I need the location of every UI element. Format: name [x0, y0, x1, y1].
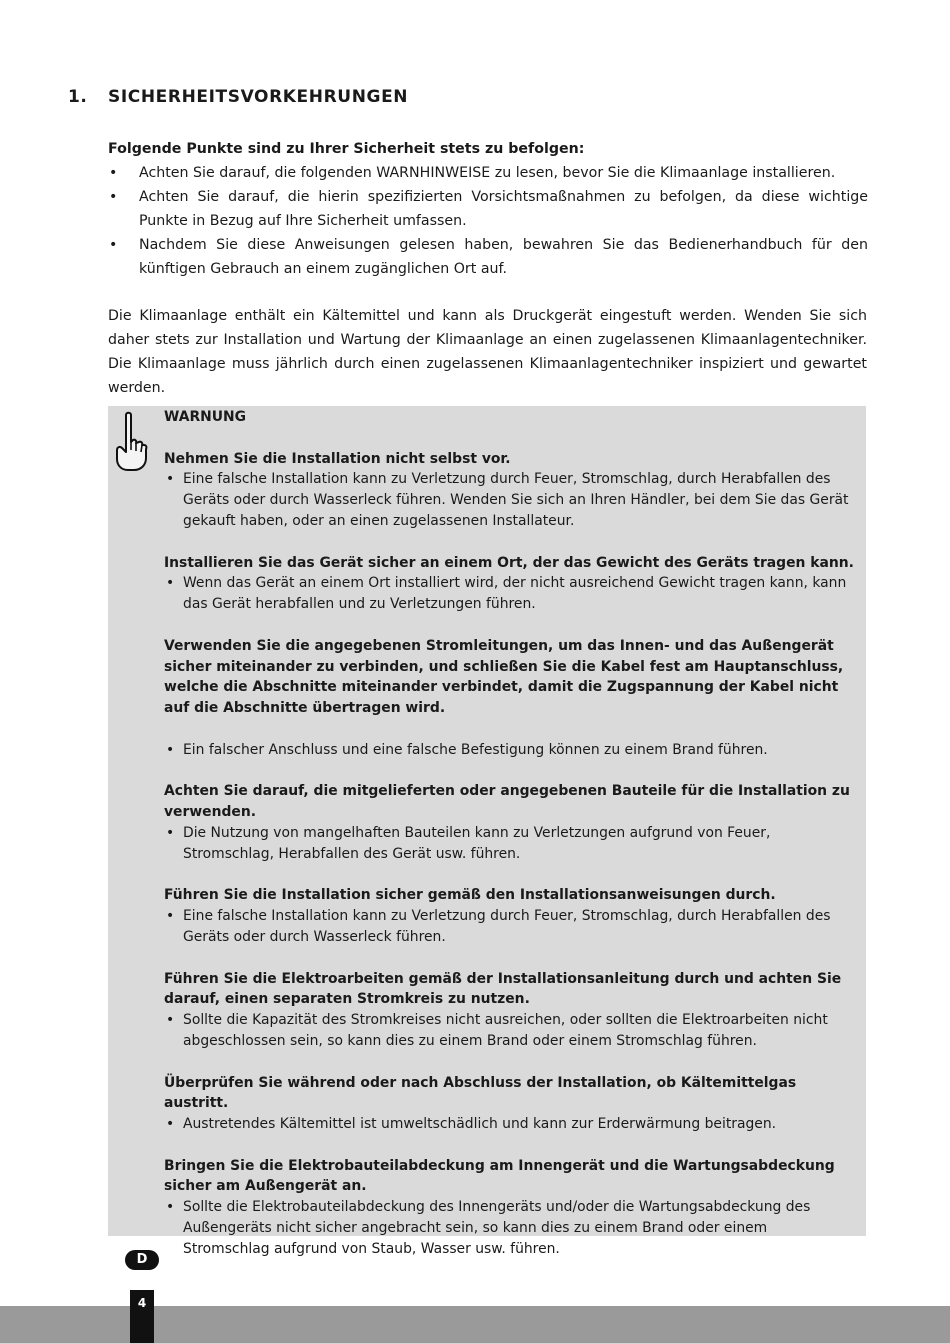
intro-lead: Folgende Punkte sind zu Ihrer Sicherheit stets zu befolgen: [108, 141, 585, 157]
warning-heading: Bringen Sie die Elektrobauteilabdeckung am Innengerät und die Wartungsabdeckung sicher am Außengerät an. [164, 1157, 835, 1195]
warning-content [164, 407, 858, 1280]
warning-heading: Nehmen Sie die Installation nicht selbst vor. [164, 450, 511, 467]
warning-block [164, 1156, 858, 1260]
pointing-hand-icon [112, 410, 150, 472]
section-number: 1. [68, 87, 88, 107]
warning-title: WARNUNG [164, 409, 247, 425]
list-item: • Nachdem Sie diese Anweisungen gelesen haben, bewahren Sie das Bedienerhandbuch für den künftigen Gebrauch an einem zugänglichen Ort auf. [108, 233, 868, 281]
warning-block [164, 553, 858, 615]
section-title [68, 87, 408, 107]
warning-heading: Achten Sie darauf, die mitgelieferten oder angegebenen Bauteile für die Installation zu verwenden. [164, 783, 850, 821]
warning-heading: Führen Sie die Elektroarbeiten gemäß der Installationsanleitung durch und achten Sie darauf, einen separaten Stromkreis zu nutzen. [164, 970, 842, 1008]
warning-heading: Überprüfen Sie während oder nach Abschluss der Installation, ob Kältemittelgas austritt. [164, 1074, 797, 1112]
warning-block [164, 969, 858, 1052]
warning-block [164, 781, 858, 864]
list-item: • Achten Sie darauf, die hierin spezifizierten Vorsichtsmaßnahmen zu befolgen, da diese wichtige Punkte in Bezug auf Ihre Sicherheit umfassen. [108, 185, 868, 233]
language-badge: D [125, 1250, 159, 1270]
warning-bullet: • Wenn das Gerät an einem Ort installiert wird, der nicht ausreichend Gewicht tragen kann, kann das Gerät herabfallen und zu Verletzungen führen. [164, 573, 858, 615]
warning-box [108, 406, 866, 1257]
list-item: • Achten Sie darauf, die folgenden WARNHINWEISE zu lesen, bevor Sie die Klimaanlage installieren. [108, 161, 868, 185]
intro [108, 137, 868, 281]
warning-block [164, 636, 858, 761]
intro-bullets [108, 161, 868, 281]
warning-heading: Führen Sie die Installation sicher gemäß den Installationsanweisungen durch. [164, 887, 776, 904]
page-number: 4 [130, 1290, 154, 1343]
warning-bullet: • Sollte die Elektrobauteilabdeckung des Innengeräts und/oder die Wartungsabdeckung des Außengeräts nicht sicher angebracht sein, so kann dies zu einem Brand oder einem Stromschlag aufgrund von Staub, Wasser usw. führen. [164, 1197, 858, 1259]
warning-block [164, 1073, 858, 1135]
warning-bullet: • Ein falscher Anschluss und eine falsche Befestigung können zu einem Brand führen. [164, 740, 858, 761]
warning-heading: Verwenden Sie die angegebenen Stromleitungen, um das Innen- und das Außengerät sicher miteinander zu verbinden, und schließen Sie die Kabel fest am Hauptanschluss, welche die Abschnitte miteinander verbindet, damit die Zugspannung der Kabel nicht auf die Abschnitte übertragen wird. [164, 637, 844, 717]
warning-block [164, 449, 858, 532]
warning-bullet: • Eine falsche Installation kann zu Verletzung durch Feuer, Stromschlag, durch Herabfallen des Geräts oder durch Wasserleck führen. Wenden Sie sich an Ihren Händler, bei dem Sie das Gerät gekauft haben, oder an einen zugelassenen Installateur. [164, 469, 858, 531]
warning-bullet: • Eine falsche Installation kann zu Verletzung durch Feuer, Stromschlag, durch Herabfallen des Geräts oder durch Wasserleck führen. [164, 906, 858, 948]
warning-block [164, 885, 858, 947]
body-paragraph: Die Klimaanlage enthält ein Kältemittel und kann als Druckgerät eingestuft werden. Wenden Sie sich daher stets zur Installation und Wartung der Klimaanlage an einen zugelassenen Klimaanlagentechniker. Die Klimaanlage muss jährlich durch einen zugelassenen Klimaanlagentechniker inspiziert und gewartet werden. [108, 308, 867, 396]
warning-bullet: • Die Nutzung von mangelhaften Bauteilen kann zu Verletzungen aufgrund von Feuer, Stromschlag, Herabfallen des Gerät usw. führen. [164, 823, 858, 865]
section-heading: SICHERHEITSVORKEHRUNGEN [108, 87, 409, 107]
warning-bullet: • Sollte die Kapazität des Stromkreises nicht ausreichen, oder sollten die Elektroarbeiten nicht abgeschlossen sein, so kann dies zu einem Brand oder einem Stromschlag führen. [164, 1010, 858, 1052]
warning-heading: Installieren Sie das Gerät sicher an einem Ort, der das Gewicht des Geräts tragen kann. [164, 554, 854, 571]
warning-bullet: • Austretendes Kältemittel ist umweltschädlich und kann zur Erderwärmung beitragen. [164, 1114, 858, 1135]
